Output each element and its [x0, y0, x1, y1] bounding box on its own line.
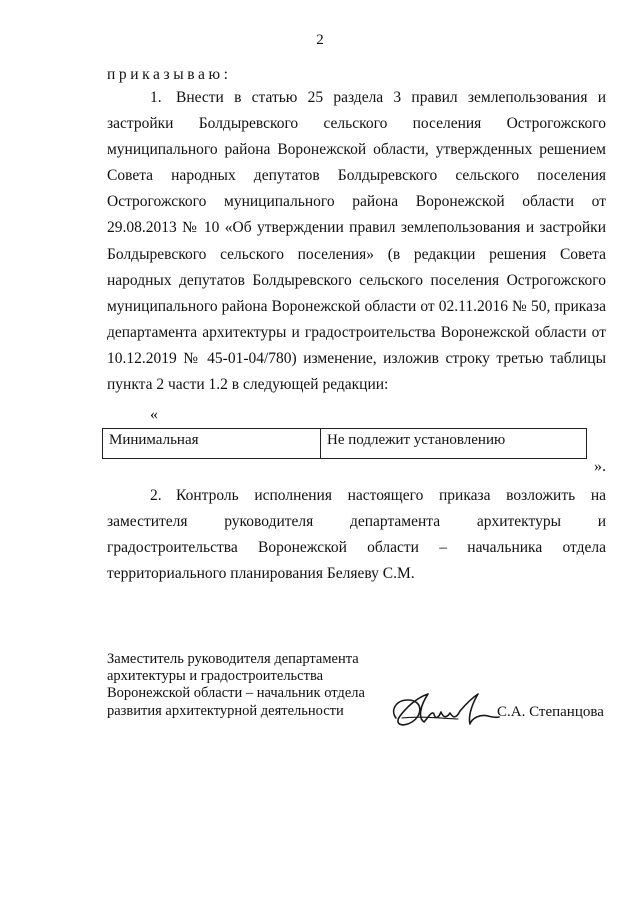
order-item-1 — [107, 85, 606, 398]
table-close-quote: ». — [594, 458, 606, 475]
order-word: приказываю: — [107, 66, 232, 83]
amendment-table — [102, 428, 587, 459]
signer-position-line: Заместитель руководителя департамента — [107, 651, 359, 667]
order-item-2 — [107, 483, 606, 587]
signer-position-line: Воронежской области – начальник отдела — [107, 685, 365, 702]
table-cell-parameter: Минимальная — [103, 429, 321, 459]
order-item-2-text: Контроль исполнения настоящего приказа возложить на заместителя руководителя департамента архитектуры и градостроительства Воронежской области – начальника отдела территориального планирования Беляеву С.М. — [107, 487, 606, 583]
order-item-1-number: 1. — [150, 89, 162, 106]
handwritten-signature — [388, 688, 500, 736]
signer-position — [107, 651, 397, 720]
table-open-quote: « — [150, 406, 158, 423]
page-number: 2 — [316, 32, 324, 48]
table-row — [103, 429, 587, 459]
signer-position-line: архитектуры и градостроительства — [107, 668, 324, 685]
table-cell-value: Не подлежит установлению — [321, 429, 587, 459]
order-item-1-text: Внести в статью 25 раздела 3 правил землепользования и застройки Болдыревского сельского поселения Острогожского муниципального района Воронежской области, утвержденных решением Совета народных депутатов Болдыревского сельского поселения Острогожского муниципального района Воронежской области от 29.08.2013 № 10 «Об утверждении правил землепользования и застройки Болдыревского сельского поселения» (в редакции решения Совета народных депутатов Болдыревского сельского поселения Острогожского муниципального района Воронежской области от 02.11.2016 № 50, приказа департамента архитектуры и градостроительства Воронежской области от 10.12.2019 № 45-01-04/780) изменение, изложив строку третью таблицы пункта 2 части 1.2 в следующей редакции: — [107, 89, 606, 394]
signer-position-line: развития архитектурной деятельности — [107, 702, 344, 719]
order-item-2-number: 2. — [150, 487, 162, 504]
signer-name: С.А. Степанцова — [497, 704, 604, 720]
